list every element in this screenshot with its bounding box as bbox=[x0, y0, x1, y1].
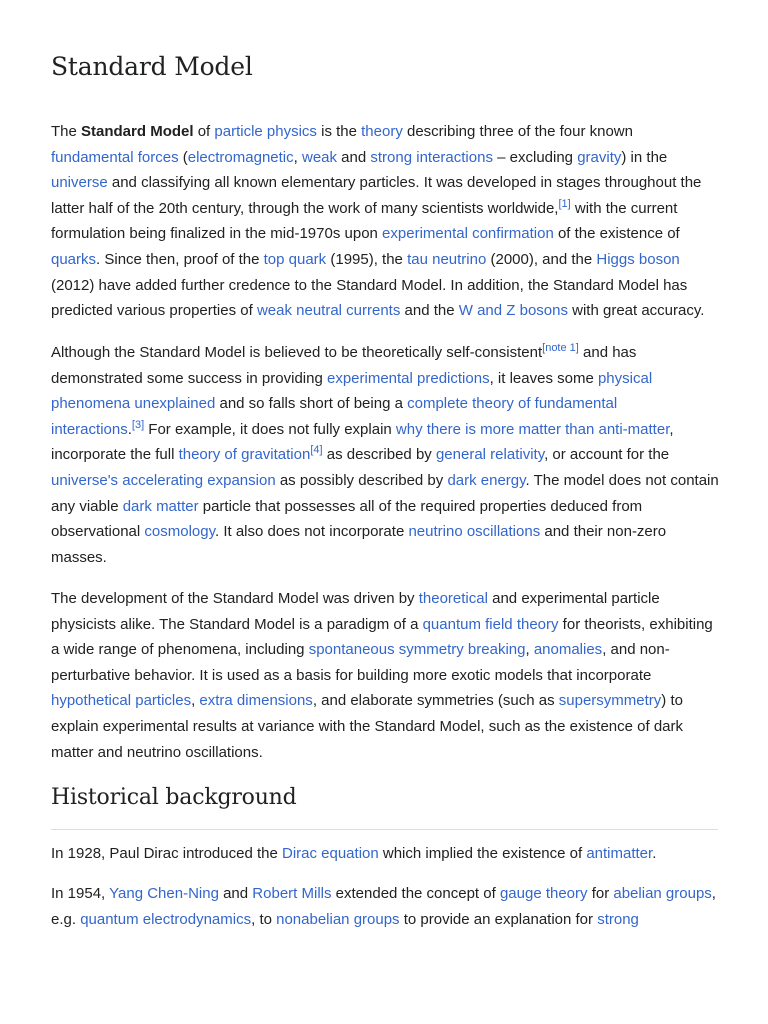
text: which implied the existence of bbox=[378, 845, 587, 862]
link-quarks[interactable]: quarks bbox=[51, 250, 97, 268]
link-nonabelian-groups[interactable]: nonabelian groups bbox=[276, 910, 400, 928]
text: demonstrated some success in providing bbox=[51, 369, 327, 387]
text: ) to bbox=[661, 692, 683, 710]
intro-paragraph-3 bbox=[51, 586, 719, 765]
link-anomalies[interactable]: anomalies bbox=[533, 641, 603, 659]
text: . It was developed in stages throughout the bbox=[415, 174, 702, 192]
text-line bbox=[51, 170, 719, 196]
text-line bbox=[51, 391, 719, 417]
text: perturbative behavior. It is used as a basis for building more exotic models that incorporate bbox=[51, 666, 652, 684]
text: with great accuracy. bbox=[567, 302, 705, 320]
intro-paragraph-2 bbox=[51, 340, 719, 570]
link-gravity[interactable]: gravity bbox=[577, 148, 622, 166]
text: with the current bbox=[570, 199, 678, 217]
text: extended the concept of bbox=[331, 885, 500, 902]
text-line bbox=[51, 586, 719, 612]
link-strong[interactable]: strong bbox=[597, 910, 639, 928]
text: and bbox=[337, 148, 371, 166]
text: and the bbox=[400, 302, 459, 320]
text-line bbox=[51, 273, 719, 299]
link-supersymmetry[interactable]: supersymmetry bbox=[558, 692, 662, 710]
link-spontaneous-symmetry-breaking[interactable]: spontaneous symmetry breaking bbox=[308, 641, 526, 659]
link-physical-phenomena-unexplained[interactable]: physical bbox=[597, 369, 653, 387]
link-weak[interactable]: weak bbox=[301, 148, 338, 166]
section-heading-historical-background: Historical background bbox=[51, 785, 297, 810]
text-line bbox=[51, 881, 719, 907]
text: for theorists, exhibiting bbox=[558, 615, 713, 633]
link-experimental[interactable]: experimental bbox=[521, 590, 608, 607]
link-w-and-z-bosons[interactable]: W and Z bosons bbox=[458, 302, 568, 320]
intro-paragraph-1 bbox=[51, 119, 719, 324]
text: For example, it does not fully explain bbox=[144, 420, 396, 438]
text: , or account for the bbox=[544, 446, 670, 464]
text: Although the Standard Model is believed to be theoretically self-consistent bbox=[51, 344, 543, 361]
text: , bbox=[711, 885, 716, 902]
text: , bbox=[669, 420, 674, 438]
link-electromagnetic[interactable]: electromagnetic bbox=[187, 148, 294, 166]
text-line bbox=[51, 740, 719, 766]
text: – excluding bbox=[492, 148, 578, 166]
text: , bbox=[525, 641, 534, 659]
link-universe[interactable]: universe bbox=[51, 174, 108, 192]
history-paragraph-1 bbox=[51, 841, 719, 867]
link-dark-energy[interactable]: dark energy bbox=[447, 471, 526, 489]
text: of the existence of bbox=[553, 225, 680, 243]
text-line bbox=[51, 145, 719, 171]
text-line: interactions.[3] For example, it does not fully explain why there is more matter than anti-matter, bbox=[51, 418, 674, 438]
text-line bbox=[51, 637, 719, 663]
link-weak-neutral-currents[interactable]: weak neutral currents bbox=[256, 302, 401, 320]
link-top-quark[interactable]: top quark bbox=[263, 250, 327, 268]
text-line bbox=[51, 340, 719, 366]
text-line bbox=[51, 366, 719, 392]
link-complete-theory[interactable]: interactions bbox=[51, 420, 128, 438]
link-experimental-predictions[interactable]: experimental predictions bbox=[326, 369, 490, 387]
link-theoretical[interactable]: theoretical bbox=[418, 590, 488, 607]
text-line bbox=[51, 841, 719, 867]
link-baryon-asymmetry[interactable]: why there is more matter than anti-matter bbox=[395, 420, 670, 438]
text-line bbox=[51, 663, 719, 689]
text: particle that possesses all of the required properties deduced from bbox=[198, 497, 643, 515]
link-elementary-particles[interactable]: elementary particles bbox=[281, 174, 416, 192]
link-quantum-field-theory[interactable]: quantum field theory bbox=[422, 615, 559, 633]
text: , bbox=[293, 148, 302, 166]
text: and bbox=[218, 885, 253, 902]
text: , bbox=[191, 692, 200, 710]
text: observational bbox=[51, 523, 145, 541]
link-hypothetical-particles[interactable]: hypothetical particles bbox=[51, 692, 192, 710]
text: The development of the Standard Model was driven by bbox=[51, 590, 419, 607]
link-neutrino-oscillations[interactable]: neutrino oscillations bbox=[408, 523, 541, 541]
text: ) in the bbox=[621, 148, 668, 166]
text: and bbox=[487, 590, 522, 607]
link-dark-matter[interactable]: dark matter bbox=[122, 497, 199, 515]
link-dirac-equation[interactable]: Dirac equation bbox=[281, 845, 379, 862]
text: , and non- bbox=[602, 641, 670, 659]
text-line bbox=[51, 196, 719, 222]
text: , it leaves some bbox=[489, 369, 598, 387]
text: , to bbox=[251, 910, 277, 928]
text: predicted various properties of bbox=[51, 302, 257, 320]
text: to provide an explanation for bbox=[399, 910, 598, 928]
text-line bbox=[51, 714, 719, 740]
link-antimatter[interactable]: antimatter bbox=[586, 845, 653, 862]
text: In 1928, Paul Dirac introduced the bbox=[51, 845, 282, 862]
text-line bbox=[51, 612, 719, 638]
link-extra-dimensions[interactable]: extra dimensions bbox=[199, 692, 313, 710]
text: and so falls short of being a bbox=[215, 395, 408, 413]
text: as described by bbox=[322, 446, 436, 464]
text: (2000), and the bbox=[486, 250, 597, 268]
link-quantum-electrodynamics[interactable]: quantum electrodynamics bbox=[80, 910, 252, 928]
text: . It also does not incorporate bbox=[215, 523, 409, 541]
text: and classifying all known bbox=[107, 174, 282, 192]
link-accelerating-expansion[interactable]: universe's accelerating expansion bbox=[51, 471, 276, 489]
link-fundamental-forces[interactable]: fundamental forces bbox=[51, 148, 179, 166]
link-tau-neutrino[interactable]: tau neutrino bbox=[407, 250, 487, 268]
text: describing three of the four known bbox=[402, 123, 633, 140]
citation-4[interactable]: [4] bbox=[310, 444, 323, 457]
text: (1995), the bbox=[326, 250, 408, 268]
link-strong-interactions[interactable]: strong interactions bbox=[370, 148, 493, 166]
history-paragraph-2 bbox=[51, 881, 719, 932]
link-particle-physics[interactable]: particle physics bbox=[214, 123, 317, 140]
text: e.g. bbox=[51, 910, 81, 928]
text: (2012) have added further credence to the Standard Model. In addition, the Standard Model has bbox=[51, 276, 688, 294]
text: In 1954, bbox=[51, 885, 110, 902]
link-theory-of-gravitation[interactable]: theory of gravitation bbox=[178, 446, 311, 464]
text-line bbox=[51, 907, 719, 933]
link-cosmology[interactable]: cosmology bbox=[144, 523, 215, 541]
page-title: Standard Model bbox=[51, 52, 253, 81]
text: masses. bbox=[51, 548, 107, 566]
text-line bbox=[51, 442, 719, 468]
link-yang-chen-ning[interactable]: Yang Chen-Ning bbox=[109, 885, 219, 902]
text-line bbox=[51, 298, 719, 324]
text: is the bbox=[316, 123, 362, 140]
link-general-relativity[interactable]: general relativity bbox=[435, 446, 545, 464]
citation-3[interactable]: [3] bbox=[131, 418, 145, 431]
text-line bbox=[51, 247, 719, 273]
text-line bbox=[51, 468, 719, 494]
text: of bbox=[193, 123, 215, 140]
link-theory[interactable]: theory bbox=[361, 123, 403, 140]
text-line bbox=[51, 494, 719, 520]
link-higgs-boson[interactable]: Higgs boson bbox=[596, 250, 680, 268]
text: and has bbox=[578, 344, 637, 361]
text: . Since then, proof of the bbox=[96, 250, 264, 268]
text: explain experimental results at variance with the Standard Model, such as the existence of dark bbox=[51, 717, 684, 735]
text: as possibly described by bbox=[275, 471, 448, 489]
text: , and elaborate symmetries (such as bbox=[312, 692, 559, 710]
text: any viable bbox=[51, 497, 123, 515]
text: and their non-zero bbox=[540, 523, 667, 541]
text-line bbox=[51, 119, 719, 145]
text: for bbox=[587, 885, 614, 902]
text-line bbox=[51, 688, 719, 714]
link-experimental-confirmation[interactable]: experimental confirmation bbox=[382, 225, 554, 243]
bold-term: Standard Model bbox=[81, 123, 194, 140]
text: formulation being finalized in the mid-1970s upon bbox=[51, 225, 383, 243]
text: matter and neutrino oscillations. bbox=[51, 743, 263, 761]
text: physicists alike. The Standard Model is a paradigm of a bbox=[51, 615, 423, 633]
text-line bbox=[51, 519, 719, 545]
text: . The model does not contain bbox=[525, 471, 719, 489]
link-robert-mills[interactable]: Robert Mills bbox=[252, 885, 332, 902]
section-divider bbox=[51, 829, 718, 830]
link-gauge-theory[interactable]: gauge theory bbox=[499, 885, 588, 902]
text: . bbox=[652, 845, 657, 862]
text-line bbox=[51, 545, 719, 571]
text: incorporate the full bbox=[51, 446, 179, 464]
text: ( bbox=[178, 148, 188, 166]
text: a wide range of phenomena, including bbox=[51, 641, 309, 659]
link-abelian-groups[interactable]: abelian groups bbox=[613, 885, 712, 902]
link-complete-theory[interactable]: complete theory of fundamental bbox=[407, 395, 618, 413]
text: The bbox=[51, 123, 82, 140]
text: particle bbox=[607, 590, 660, 607]
text: latter half of the 20th century, through the work of many scientists worldwide, bbox=[51, 199, 559, 217]
citation-1[interactable]: [1] bbox=[558, 197, 571, 210]
text-line bbox=[51, 221, 719, 247]
citation-note-1[interactable]: [note 1] bbox=[542, 342, 579, 354]
link-physical-phenomena-unexplained[interactable]: phenomena unexplained bbox=[51, 395, 216, 413]
